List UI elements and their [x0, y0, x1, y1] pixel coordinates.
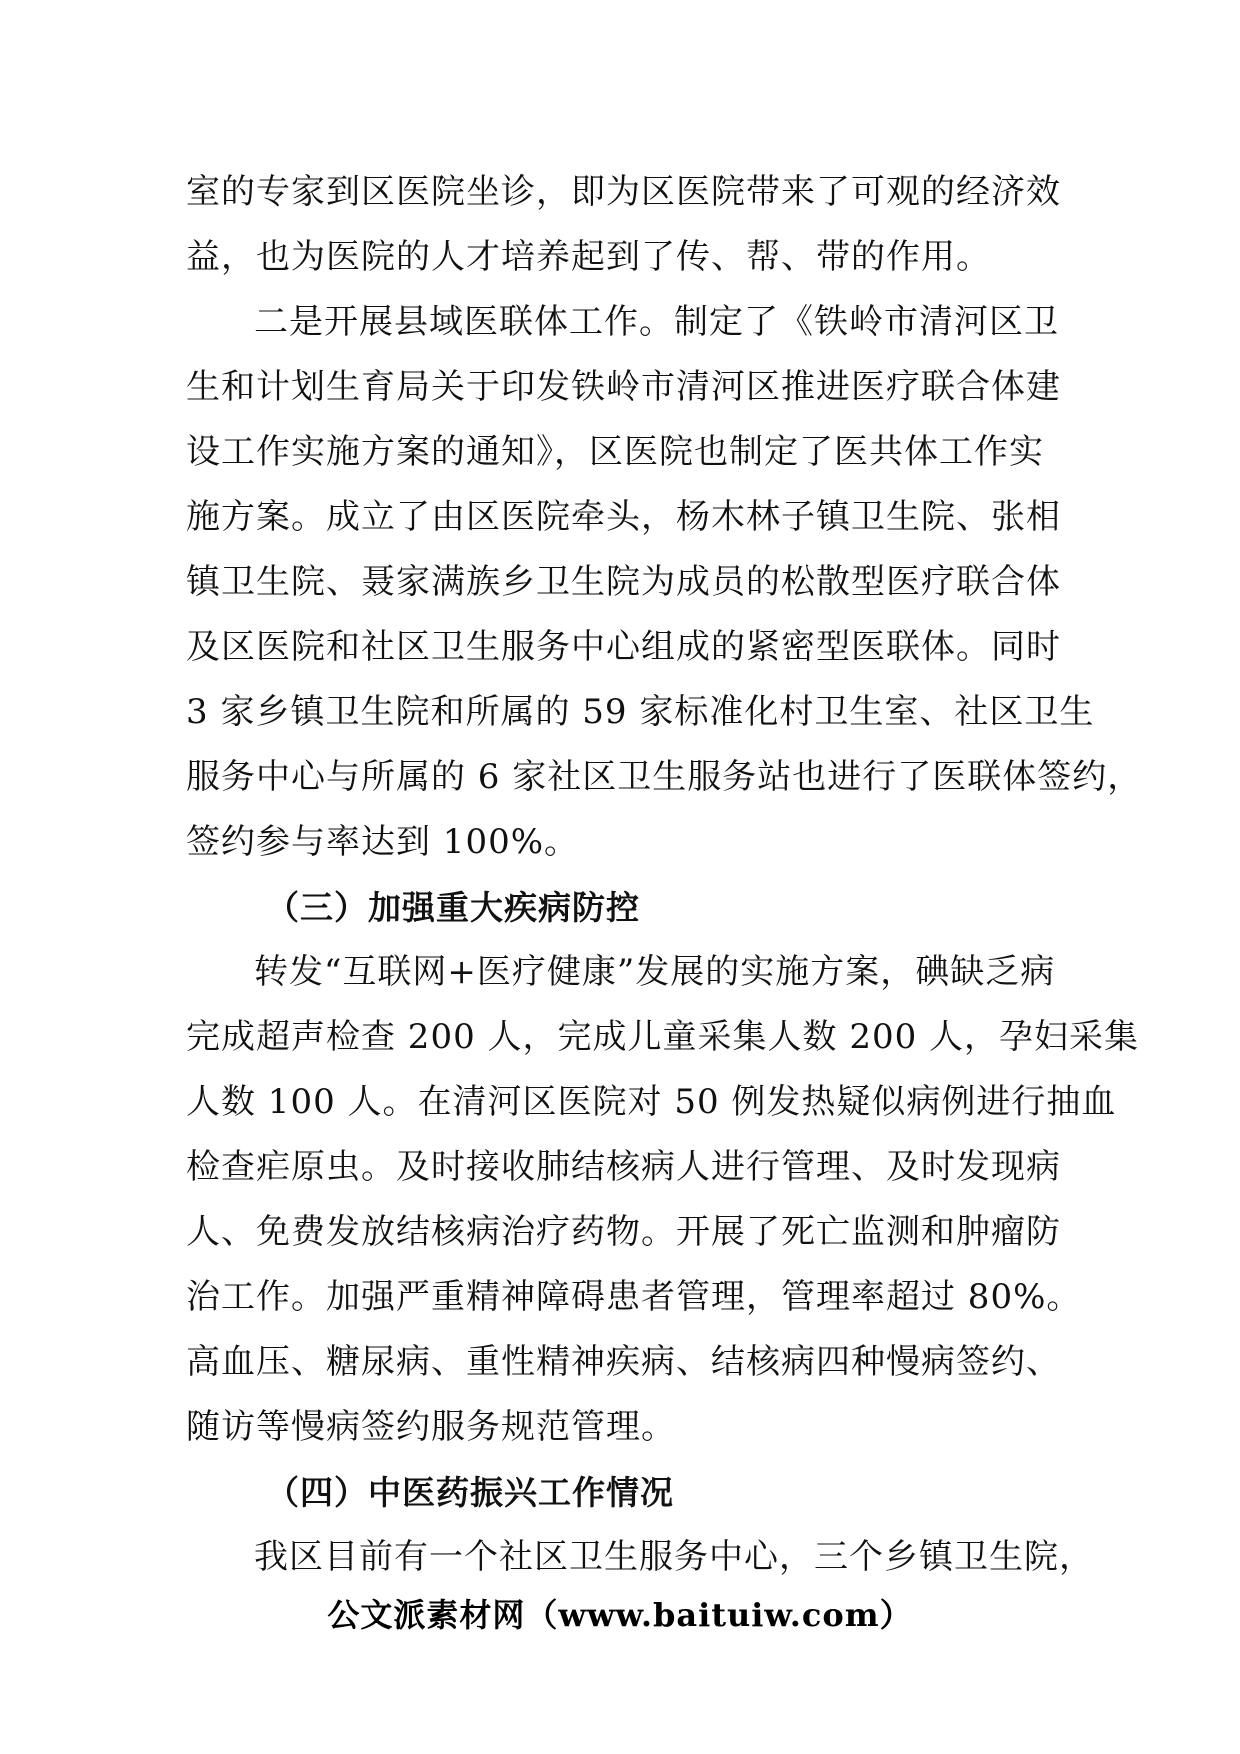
paragraph-line: 服务中心与所属的 6 家社区卫生服务站也进行了医联体签约，	[186, 757, 1143, 797]
paragraph-line: 人数 100 人。在清河区医院对 50 例发热疑似病例进行抽血	[186, 1082, 1117, 1122]
paragraph-line: 高血压、糖尿病、重性精神疾病、结核病四种慢病签约、	[186, 1342, 1061, 1382]
paragraph-line: 镇卫生院、聂家满族乡卫生院为成员的松散型医疗联合体	[186, 562, 1061, 602]
paragraph-line: 益，也为医院的人才培养起到了传、帮、带的作用。	[186, 237, 991, 277]
paragraph-line: 3 家乡镇卫生院和所属的 59 家标准化村卫生室、社区卫生	[186, 692, 1095, 732]
section-heading: （三）加强重大疾病防控	[266, 888, 640, 927]
paragraph-line: 检查疟原虫。及时接收肺结核病人进行管理、及时发现病	[186, 1147, 1061, 1187]
document-body	[186, 160, 1143, 1590]
paragraph-line: 室的专家到区医院坐诊，即为区医院带来了可观的经济效	[186, 172, 1061, 212]
paragraph-line: 随访等慢病签约服务规范管理。	[186, 1407, 676, 1447]
paragraph-line: 及区医院和社区卫生服务中心组成的紧密型医联体。同时	[186, 627, 1061, 667]
paragraph-line: 设工作实施方案的通知》，区医院也制定了医共体工作实	[186, 432, 1044, 472]
paragraph-line: 转发“互联网+医疗健康”发展的实施方案，碘缺乏病	[254, 952, 1056, 992]
paragraph-line: 施方案。成立了由区医院牵头，杨木林子镇卫生院、张相	[186, 497, 1061, 537]
paragraph-line: 人、免费发放结核病治疗药物。开展了死亡监测和肿瘤防	[186, 1212, 1061, 1252]
paragraph-line: 二是开展县域医联体工作。制定了《铁岭市清河区卫	[254, 302, 1059, 342]
footer-watermark: 公文派素材网（www.baituiw.com）	[327, 1596, 913, 1634]
paragraph-line: 完成超声检查 200 人，完成儿童采集人数 200 人，孕妇采集	[186, 1017, 1140, 1057]
paragraph-line: 我区目前有一个社区卫生服务中心，三个乡镇卫生院，	[254, 1537, 1094, 1577]
section-heading: （四）中医药振兴工作情况	[266, 1473, 674, 1512]
paragraph-line: 签约参与率达到 100%。	[186, 822, 580, 862]
paragraph-line: 生和计划生育局关于印发铁岭市清河区推进医疗联合体建	[186, 367, 1061, 407]
paragraph-line: 治工作。加强严重精神障碍患者管理，管理率超过 80%。	[186, 1277, 1082, 1317]
